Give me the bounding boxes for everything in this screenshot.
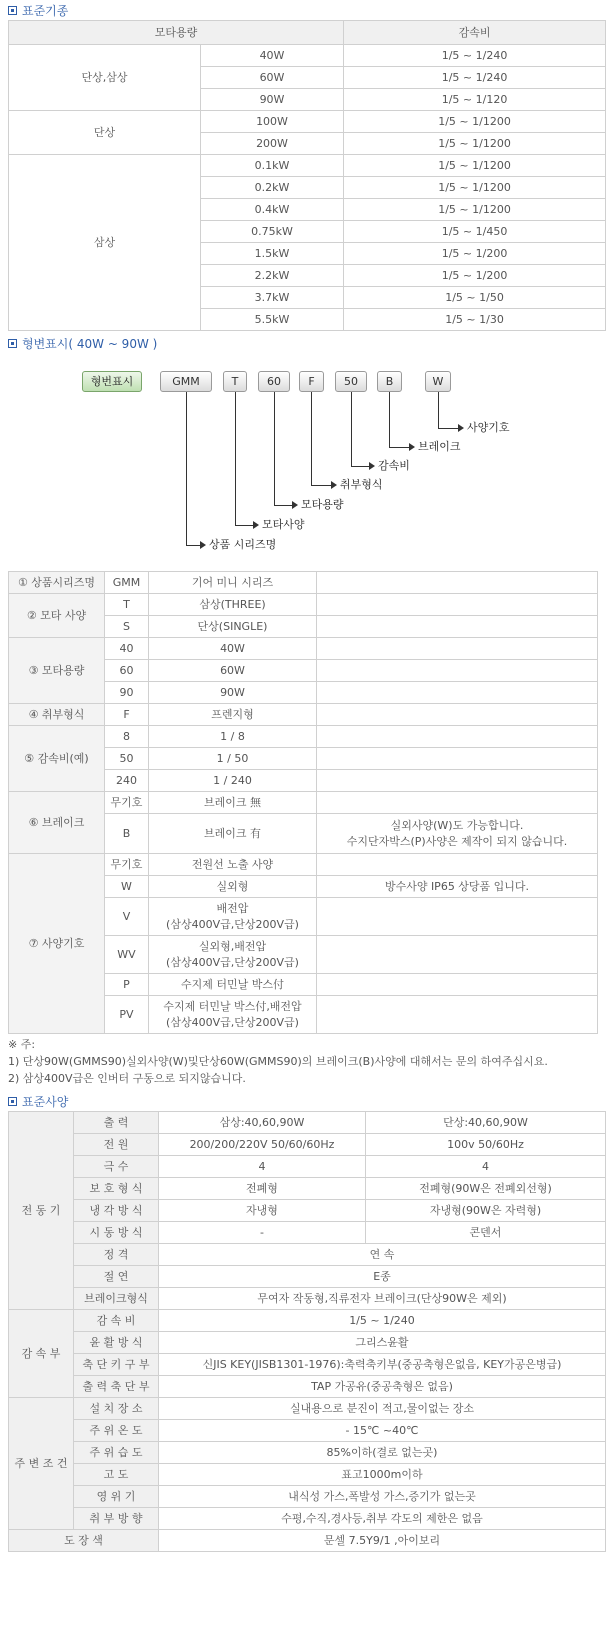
item-label: 출 력 xyxy=(74,1112,159,1134)
remark-cell xyxy=(317,704,598,726)
code-cell: S xyxy=(105,616,149,638)
capacity-cell: 40W xyxy=(201,45,344,67)
value-cell: 연 속 xyxy=(159,1244,606,1266)
value-cell: 표고1000m이하 xyxy=(159,1464,606,1486)
leader-line xyxy=(389,447,409,448)
code-cell: WV xyxy=(105,936,149,974)
table-row xyxy=(9,1508,606,1530)
section-title-model-code: 형변표시( 40W ~ 90W ) xyxy=(0,333,614,353)
remark-cell xyxy=(317,936,598,974)
standard-type-table xyxy=(8,20,606,331)
table-row xyxy=(9,45,606,67)
value-cell: 삼상:40,60,90W xyxy=(159,1112,366,1134)
desc-cell: 수지제 터민날 박스付 xyxy=(149,974,317,996)
item-label: 보 호 형 식 xyxy=(74,1178,159,1200)
table-row xyxy=(9,1486,606,1508)
ratio-cell: 1/5 ~ 1/240 xyxy=(344,67,606,89)
desc-cell: 1 / 50 xyxy=(149,748,317,770)
desc-cell: 단상(SINGLE) xyxy=(149,616,317,638)
code-box-series: GMM xyxy=(160,371,212,392)
value-cell: 단상:40,60,90W xyxy=(366,1112,606,1134)
item-label: 축 단 키 구 부 xyxy=(74,1354,159,1376)
table-row xyxy=(9,792,598,814)
leader-line xyxy=(351,392,352,466)
remark-cell xyxy=(317,792,598,814)
code-cell: PV xyxy=(105,996,149,1034)
value-cell: 200/200/220V 50/60/60Hz xyxy=(159,1134,366,1156)
ratio-cell: 1/5 ~ 1/200 xyxy=(344,243,606,265)
leader-line xyxy=(274,392,275,505)
standard-spec-table xyxy=(8,1111,606,1552)
capacity-cell: 60W xyxy=(201,67,344,89)
item-label: 냉 각 방 식 xyxy=(74,1200,159,1222)
code-cell: 무기호 xyxy=(105,854,149,876)
capacity-cell: 100W xyxy=(201,111,344,133)
value-cell: TAP 가공유(중공축형은 없음) xyxy=(159,1376,606,1398)
value-cell: E종 xyxy=(159,1266,606,1288)
code-box-motor-spec: T xyxy=(223,371,247,392)
code-cell: P xyxy=(105,974,149,996)
desc-cell: 1 / 8 xyxy=(149,726,317,748)
value-cell: 자냉형(90W은 자력형) xyxy=(366,1200,606,1222)
value-cell: 자냉형 xyxy=(159,1200,366,1222)
arrow-right-icon xyxy=(331,481,337,489)
table-row xyxy=(9,1442,606,1464)
table-row xyxy=(9,1310,606,1332)
leader-line xyxy=(351,466,369,467)
value-cell: 콘덴서 xyxy=(366,1222,606,1244)
leader-line xyxy=(311,392,312,485)
item-label: 전 원 xyxy=(74,1134,159,1156)
code-cell: 240 xyxy=(105,770,149,792)
row-label: ⑥ 브레이크 xyxy=(9,792,105,854)
row-label: ② 모타 사양 xyxy=(9,594,105,638)
value-cell: 85%이하(결로 없는곳) xyxy=(159,1442,606,1464)
item-label: 영 위 기 xyxy=(74,1486,159,1508)
code-cell: 40 xyxy=(105,638,149,660)
remark-cell xyxy=(317,726,598,748)
label-motor-spec: 모타사양 xyxy=(262,518,305,531)
table-row xyxy=(9,111,606,133)
remark-cell xyxy=(317,638,598,660)
ratio-cell: 1/5 ~ 1/50 xyxy=(344,287,606,309)
group-label: 주 변 조 건 xyxy=(9,1398,74,1530)
leader-line xyxy=(311,485,331,486)
code-box-mounting: F xyxy=(299,371,324,392)
remark-cell xyxy=(317,974,598,996)
remark-cell xyxy=(317,572,598,594)
desc-cell: 90W xyxy=(149,682,317,704)
row-label: ④ 취부형식 xyxy=(9,704,105,726)
desc-cell: 실외형 xyxy=(149,876,317,898)
arrow-right-icon xyxy=(409,443,415,451)
note-item: 1) 단상90W(GMMS90)실외사양(W)및단상60W(GMMS90)의 브레이크(B)사양에 대해서는 문의 하여주십시요. xyxy=(8,1055,548,1068)
ratio-cell: 1/5 ~ 1/1200 xyxy=(344,155,606,177)
item-label: 고 도 xyxy=(74,1464,159,1486)
model-code-detail-table xyxy=(8,571,598,1034)
row-label: ③ 모타용량 xyxy=(9,638,105,704)
capacity-cell: 5.5kW xyxy=(201,309,344,331)
code-box-brake: B xyxy=(377,371,402,392)
table-row xyxy=(9,1266,606,1288)
code-cell: 8 xyxy=(105,726,149,748)
item-label: 취 부 방 향 xyxy=(74,1508,159,1530)
desc-cell: 배전압 (삼상400V급,단상200V급) xyxy=(149,898,317,936)
group-cell: 단상,삼상 xyxy=(9,45,201,111)
desc-cell: 삼상(THREE) xyxy=(149,594,317,616)
code-cell: T xyxy=(105,594,149,616)
ratio-cell: 1/5 ~ 1/450 xyxy=(344,221,606,243)
table-row xyxy=(9,594,598,616)
leader-line xyxy=(389,392,390,447)
desc-cell: 60W xyxy=(149,660,317,682)
item-label: 감 속 비 xyxy=(74,1310,159,1332)
table-row xyxy=(9,1156,606,1178)
notes-block xyxy=(0,1036,614,1087)
remark-cell xyxy=(317,682,598,704)
table-row xyxy=(9,1178,606,1200)
row-label: ⑦ 사양기호 xyxy=(9,854,105,1034)
arrow-right-icon xyxy=(253,521,259,529)
code-box-ratio: 50 xyxy=(335,371,367,392)
value-cell: - xyxy=(159,1222,366,1244)
capacity-cell: 90W xyxy=(201,89,344,111)
remark-cell: 방수사양 IP65 상당품 입니다. xyxy=(317,876,598,898)
table-row xyxy=(9,726,598,748)
desc-cell: 실외형,배전압 (삼상400V급,단상200V급) xyxy=(149,936,317,974)
notes-heading: ※ 주: xyxy=(8,1038,36,1051)
value-cell: 그리스윤활 xyxy=(159,1332,606,1354)
code-cell: GMM xyxy=(105,572,149,594)
arrow-right-icon xyxy=(458,424,464,432)
remark-cell xyxy=(317,996,598,1034)
table-row xyxy=(9,1398,606,1420)
code-cell: 무기호 xyxy=(105,792,149,814)
table-row xyxy=(9,704,598,726)
desc-cell: 브레이크 有 xyxy=(149,814,317,854)
capacity-cell: 0.75kW xyxy=(201,221,344,243)
table-row xyxy=(9,1376,606,1398)
header-motor-capacity: 모타용량 xyxy=(9,21,344,45)
value-cell: 4 xyxy=(366,1156,606,1178)
item-label: 주 위 습 도 xyxy=(74,1442,159,1464)
table-row xyxy=(9,1200,606,1222)
desc-cell: 기어 미니 시리즈 xyxy=(149,572,317,594)
code-box-capacity: 60 xyxy=(258,371,290,392)
table-row xyxy=(9,1332,606,1354)
ratio-cell: 1/5 ~ 1/1200 xyxy=(344,133,606,155)
table-row xyxy=(9,1354,606,1376)
model-code-tag: 형번표시 xyxy=(82,371,142,392)
table-row xyxy=(9,1112,606,1134)
item-label: 주 위 온 도 xyxy=(74,1420,159,1442)
desc-cell: 수지제 터민날 박스付,배전압 (삼상400V급,단상200V급) xyxy=(149,996,317,1034)
square-bullet-icon xyxy=(8,6,17,15)
table-row xyxy=(9,1530,606,1552)
table-row xyxy=(9,1134,606,1156)
value-cell: 전폐형(90W은 전폐외선형) xyxy=(366,1178,606,1200)
remark-cell xyxy=(317,770,598,792)
section-title-standard-type: 표준기종 xyxy=(0,0,614,20)
capacity-cell: 3.7kW xyxy=(201,287,344,309)
arrow-right-icon xyxy=(369,462,375,470)
desc-cell: 프렌지형 xyxy=(149,704,317,726)
group-cell: 삼상 xyxy=(9,155,201,331)
header-reduction-ratio: 감속비 xyxy=(344,21,606,45)
group-label: 감 속 부 xyxy=(9,1310,74,1398)
leader-line xyxy=(235,525,253,526)
arrow-right-icon xyxy=(292,501,298,509)
table-row xyxy=(9,854,598,876)
leader-line xyxy=(438,428,458,429)
value-cell: 전폐형 xyxy=(159,1178,366,1200)
value-cell: 무여자 작동형,직류전자 브레이크(단상90W은 제외) xyxy=(159,1288,606,1310)
remark-cell xyxy=(317,898,598,936)
item-label: 출 력 축 단 부 xyxy=(74,1376,159,1398)
label-brake: 브레이크 xyxy=(418,440,461,453)
value-cell: 수평,수직,경사등,취부 각도의 제한은 없음 xyxy=(159,1508,606,1530)
leader-line xyxy=(274,505,292,506)
group-label: 전 동 기 xyxy=(9,1112,74,1310)
model-code-diagram xyxy=(0,353,614,571)
label-spec-symbol: 사양기호 xyxy=(467,421,510,434)
ratio-cell: 1/5 ~ 1/200 xyxy=(344,265,606,287)
item-label: 윤 활 방 식 xyxy=(74,1332,159,1354)
table-row xyxy=(9,1464,606,1486)
leader-line xyxy=(438,392,439,428)
desc-cell: 전원선 노출 사양 xyxy=(149,854,317,876)
note-item: 2) 삼상400V급은 인버터 구동으로 되지않습니다. xyxy=(8,1072,246,1085)
label-series: 상품 시리즈명 xyxy=(209,538,277,551)
remark-cell xyxy=(317,854,598,876)
value-cell: - 15℃ ~40℃ xyxy=(159,1420,606,1442)
ratio-cell: 1/5 ~ 1/30 xyxy=(344,309,606,331)
leader-line xyxy=(186,392,187,545)
square-bullet-icon xyxy=(8,1097,17,1106)
value-cell: 4 xyxy=(159,1156,366,1178)
label-mounting: 취부형식 xyxy=(340,478,383,491)
capacity-cell: 2.2kW xyxy=(201,265,344,287)
value-cell: 문셀 7.5Y9/1 ,아이보리 xyxy=(159,1530,606,1552)
value-cell: 실내용으로 분진이 적고,물이없는 장소 xyxy=(159,1398,606,1420)
value-cell: 1/5 ~ 1/240 xyxy=(159,1310,606,1332)
value-cell: 100v 50/60Hz xyxy=(366,1134,606,1156)
leader-line xyxy=(186,545,200,546)
code-cell: B xyxy=(105,814,149,854)
label-capacity: 모타용량 xyxy=(301,498,344,511)
value-cell: 신JIS KEY(JISB1301-1976):축력축키부(중공축형은없음, KEY가공은병급) xyxy=(159,1354,606,1376)
ratio-cell: 1/5 ~ 1/120 xyxy=(344,89,606,111)
value-cell: 내식성 가스,폭발성 가스,증기가 없는곳 xyxy=(159,1486,606,1508)
item-label: 정 격 xyxy=(74,1244,159,1266)
code-cell: 60 xyxy=(105,660,149,682)
code-cell: 90 xyxy=(105,682,149,704)
code-cell: F xyxy=(105,704,149,726)
table-row xyxy=(9,155,606,177)
remark-cell xyxy=(317,594,598,616)
capacity-cell: 1.5kW xyxy=(201,243,344,265)
ratio-cell: 1/5 ~ 1/1200 xyxy=(344,177,606,199)
table-row xyxy=(9,572,598,594)
remark-cell xyxy=(317,616,598,638)
item-label: 브레이크형식 xyxy=(74,1288,159,1310)
table-row xyxy=(9,1244,606,1266)
code-cell: V xyxy=(105,898,149,936)
code-cell: W xyxy=(105,876,149,898)
capacity-cell: 200W xyxy=(201,133,344,155)
ratio-cell: 1/5 ~ 1/1200 xyxy=(344,111,606,133)
remark-cell xyxy=(317,660,598,682)
code-box-spec-symbol: W xyxy=(425,371,451,392)
desc-cell: 40W xyxy=(149,638,317,660)
remark-cell: 실외사양(W)도 가능합니다. 수지단자박스(P)사양은 제작이 되지 않습니다. xyxy=(317,814,598,854)
item-label: 설 치 장 소 xyxy=(74,1398,159,1420)
table-row xyxy=(9,1288,606,1310)
group-cell: 단상 xyxy=(9,111,201,155)
desc-cell: 1 / 240 xyxy=(149,770,317,792)
table-row xyxy=(9,638,598,660)
table-row xyxy=(9,1222,606,1244)
desc-cell: 브레이크 無 xyxy=(149,792,317,814)
row-label: ① 상품시리즈명 xyxy=(9,572,105,594)
table-row xyxy=(9,1420,606,1442)
ratio-cell: 1/5 ~ 1/1200 xyxy=(344,199,606,221)
leader-line xyxy=(235,392,236,525)
arrow-right-icon xyxy=(200,541,206,549)
remark-cell xyxy=(317,748,598,770)
code-cell: 50 xyxy=(105,748,149,770)
item-label: 시 동 방 식 xyxy=(74,1222,159,1244)
capacity-cell: 0.2kW xyxy=(201,177,344,199)
capacity-cell: 0.1kW xyxy=(201,155,344,177)
capacity-cell: 0.4kW xyxy=(201,199,344,221)
square-bullet-icon xyxy=(8,339,17,348)
ratio-cell: 1/5 ~ 1/240 xyxy=(344,45,606,67)
item-label: 절 연 xyxy=(74,1266,159,1288)
table-header-row xyxy=(9,21,606,45)
item-label: 도 장 색 xyxy=(9,1530,159,1552)
section-title-standard-spec: 표준사양 xyxy=(0,1091,614,1111)
label-ratio: 감속비 xyxy=(378,459,410,472)
item-label: 극 수 xyxy=(74,1156,159,1178)
row-label: ⑤ 감속비(예) xyxy=(9,726,105,792)
